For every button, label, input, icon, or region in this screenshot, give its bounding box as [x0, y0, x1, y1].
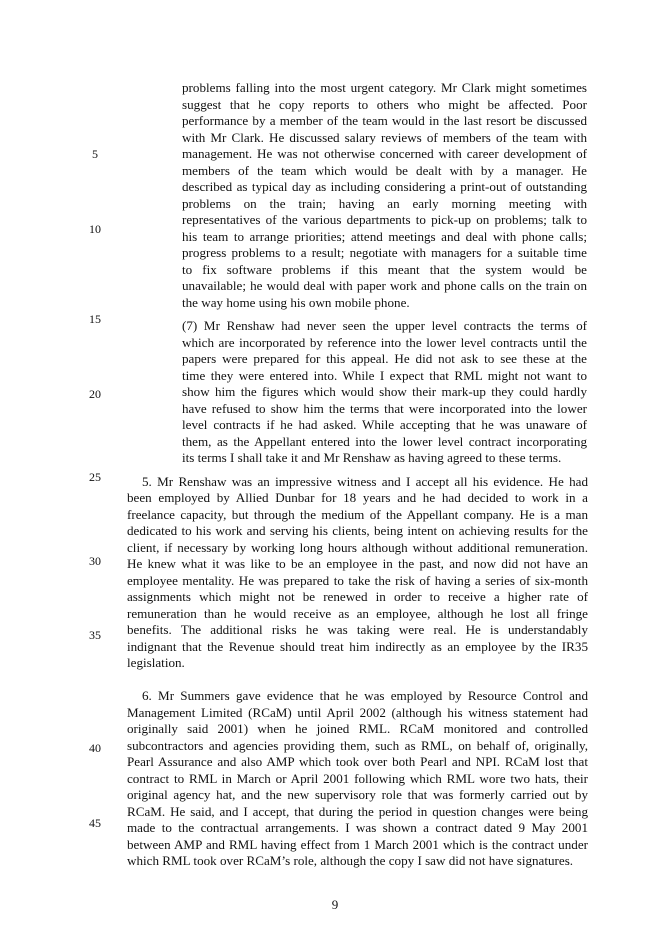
text-line: been employed by Allied Dunbar for 18 years and he had decided to work in a: [127, 490, 588, 505]
line-number: 15: [89, 312, 101, 326]
text-line: to fix software problems if this meant that the system would be: [182, 262, 587, 277]
text-line: members of the team which would be dealt with by a manager. He: [182, 163, 587, 178]
line-number: 40: [89, 741, 101, 755]
text-line: 5. Mr Renshaw was an impressive witness and I accept all his evidence. He had: [142, 474, 588, 489]
text-line: progress problems to a result; negotiate with managers for a suitable time: [182, 245, 587, 260]
text-line: level contracts if he had asked. While accepting that he was unaware of: [182, 417, 587, 432]
line-number: 20: [89, 387, 101, 401]
text-line: show him the figures which would show their mark-up they could hardly: [182, 384, 587, 399]
text-line: suggest that he copy reports to others who might be affected. Poor: [182, 97, 587, 112]
text-line: remuneration than he would receive as an employee, although he lost all fringe: [127, 606, 588, 621]
text-line: papers were prepared for this appeal. He did not ask to see these at the: [182, 351, 587, 366]
line-number: 30: [89, 554, 101, 568]
line-number: 10: [89, 222, 101, 236]
text-line: its terms I shall take it and Mr Renshaw as having agreed to these terms.: [182, 450, 562, 465]
text-line: freelance capacity, but through the medium of the Appellant company. He is a man: [127, 507, 588, 522]
text-line: have refused to show him the terms that were incorporated into the lower: [182, 401, 587, 416]
text-line: contract to RML in March or April 2001 following which RML wore two hats, their: [127, 771, 588, 786]
text-line: dedicated to his work and serving his clients, being intent on achieving results for the: [127, 523, 588, 538]
text-line: Pearl Assurance and also AMP which took over both Pearl and NPI. RCaM lost that: [127, 754, 588, 769]
text-line: client, if necessary by working long hours although without additional remuneration.: [127, 540, 588, 555]
text-line: which RML took over RCaM’s role, although the copy I saw did not have signatures.: [127, 853, 574, 868]
page-number: 9: [331, 897, 339, 912]
text-line: unavailable; he would deal with paper work and phone calls on the train on: [182, 278, 587, 293]
text-line: original agency hat, and the new supervisory role that was formerly carried out by: [127, 787, 588, 802]
text-line: benefits. The additional risks he was taking were real. He is understandably: [127, 622, 588, 637]
text-line: indignant that the Revenue should treat him indirectly as an employee by the IR35: [127, 639, 588, 654]
text-line: (7) Mr Renshaw had never seen the upper level contracts the terms of: [182, 318, 587, 333]
text-line: between AMP and RML having effect from 1 March 2001 which is the contract under: [127, 837, 588, 852]
text-line: subcontractors and agencies providing them, such as RML, on behalf of, originally,: [127, 738, 588, 753]
line-number: 5: [92, 147, 98, 161]
text-line: problems on the train; having an early morning meeting with: [182, 196, 587, 211]
line-number: 35: [89, 628, 101, 642]
line-number: 25: [89, 470, 101, 484]
line-number: 45: [89, 816, 101, 830]
text-line: made to the contractual arrangements. I was shown a contract dated 9 May 2001: [127, 820, 588, 835]
text-line: representatives of the various departments to pick-up on problems; talk to: [182, 212, 587, 227]
text-line: employee mentality. He was prepared to take the risk of having a series of six-month: [127, 573, 588, 588]
text-line: time they were entered into. While I expect that RML might not want to: [182, 368, 587, 383]
text-line: them, as the Appellant entered into the lower level contract incorporating: [182, 434, 587, 449]
text-line: legislation.: [127, 655, 185, 670]
text-line: 6. Mr Summers gave evidence that he was employed by Resource Control and: [142, 688, 588, 703]
text-line: RCaM. He said, and I accept, that during the period in question changes were being: [127, 804, 588, 819]
text-line: originally said 2001) when he joined RML. RCaM monitored and controlled: [127, 721, 588, 736]
text-line: performance by a member of the team would in the last resort be discussed: [182, 113, 587, 128]
text-line: assignments which might not be renewed in order to receive a higher rate of: [127, 589, 588, 604]
text-line: which are incorporated by reference into the lower level contracts until the: [182, 335, 587, 350]
text-line: described as typical day as including considering a print-out of outstanding: [182, 179, 587, 194]
text-line: problems falling into the most urgent category. Mr Clark might sometimes: [182, 80, 587, 95]
text-line: his team to arrange priorities; attend meetings and deal with phone calls;: [182, 229, 587, 244]
text-line: Management Limited (RCaM) until April 2002 (although his witness statement had: [127, 705, 588, 720]
text-line: with Mr Clark. He discussed salary reviews of members of the team with: [182, 130, 587, 145]
text-line: He knew what it was like to be an employee in the past, and now did not have an: [127, 556, 588, 571]
text-line: management. He was not otherwise concerned with career development of: [182, 146, 587, 161]
text-line: the way home using his own mobile phone.: [182, 295, 410, 310]
